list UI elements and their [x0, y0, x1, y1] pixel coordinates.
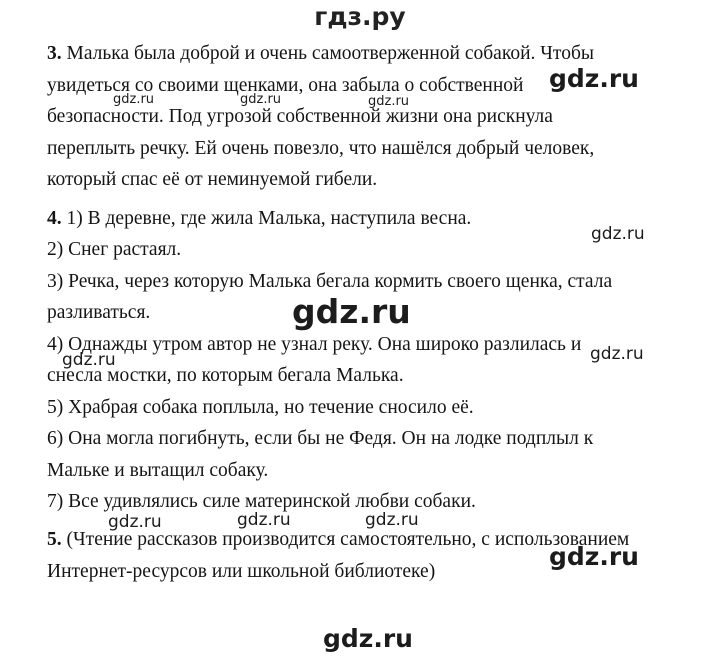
- section-3-line-2: увидеться со своими щенками, она забыла о собственной: [47, 75, 524, 96]
- watermark: gdz.ru: [240, 92, 282, 107]
- section-3-line-5: который спас её от неминуемой гибели.: [47, 169, 378, 190]
- watermark: gdz.ru: [368, 94, 410, 109]
- section-3-text: Малька была доброй и очень самоотверженной собакой. Чтобы: [66, 43, 594, 64]
- section-3-line-3: безопасности. Под угрозой собственной жизни она рискнула: [47, 106, 553, 127]
- section-5-line-2: Интернет-ресурсов или школьной библиотеке): [47, 561, 436, 582]
- section-4-line-6: снесла мостки, по которым бегала Малька.: [47, 365, 404, 386]
- section-3-number: 3.: [47, 43, 62, 64]
- section-3-line-4: переплыть речку. Ей очень повезло, что нашёлся добрый человек,: [47, 138, 595, 159]
- section-4-line-7: 5) Храбрая собака поплыла, но течение сносило её.: [47, 397, 474, 418]
- site-title: гдз.ру: [314, 2, 406, 31]
- section-4-text: 1) В деревне, где жила Малька, наступила весна.: [66, 208, 472, 229]
- section-4-line-2: 2) Снег растаял.: [47, 239, 182, 260]
- watermark: gdz.ru: [108, 512, 162, 532]
- section-5-text: (Чтение рассказов производится самостоятельно, с использованием: [66, 529, 630, 550]
- watermark: gdz.ru: [113, 92, 155, 107]
- section-4-line-3: 3) Речка, через которую Малька бегала кормить своего щенка, стала: [47, 271, 613, 292]
- section-4-line-4: разливаться.: [47, 302, 151, 323]
- watermark: gdz.ru: [549, 542, 639, 571]
- section-4-line-9: Мальке и вытащил собаку.: [47, 460, 269, 481]
- watermark: gdz.ru: [292, 292, 411, 331]
- watermark: gdz.ru: [365, 510, 419, 530]
- section-4-number: 4.: [47, 208, 62, 229]
- watermark: gdz.ru: [62, 350, 116, 370]
- section-4-line-8: 6) Она могла погибнуть, если бы не Федя. Он на лодке подплыл к: [47, 428, 594, 449]
- section-3-line-1: [47, 38, 594, 70]
- section-5-number: 5.: [47, 529, 62, 550]
- section-4-line-5: 4) Однажды утром автор не узнал реку. Она широко разлилась и: [47, 334, 582, 355]
- watermark: gdz.ru: [549, 64, 639, 93]
- section-4-line-10: 7) Все удивлялись силе материнской любви собаки.: [47, 491, 476, 512]
- watermark: gdz.ru: [323, 624, 413, 653]
- watermark: gdz.ru: [590, 344, 644, 364]
- section-4-line-1: [47, 203, 471, 235]
- watermark: gdz.ru: [591, 224, 645, 244]
- watermark: gdz.ru: [237, 510, 291, 530]
